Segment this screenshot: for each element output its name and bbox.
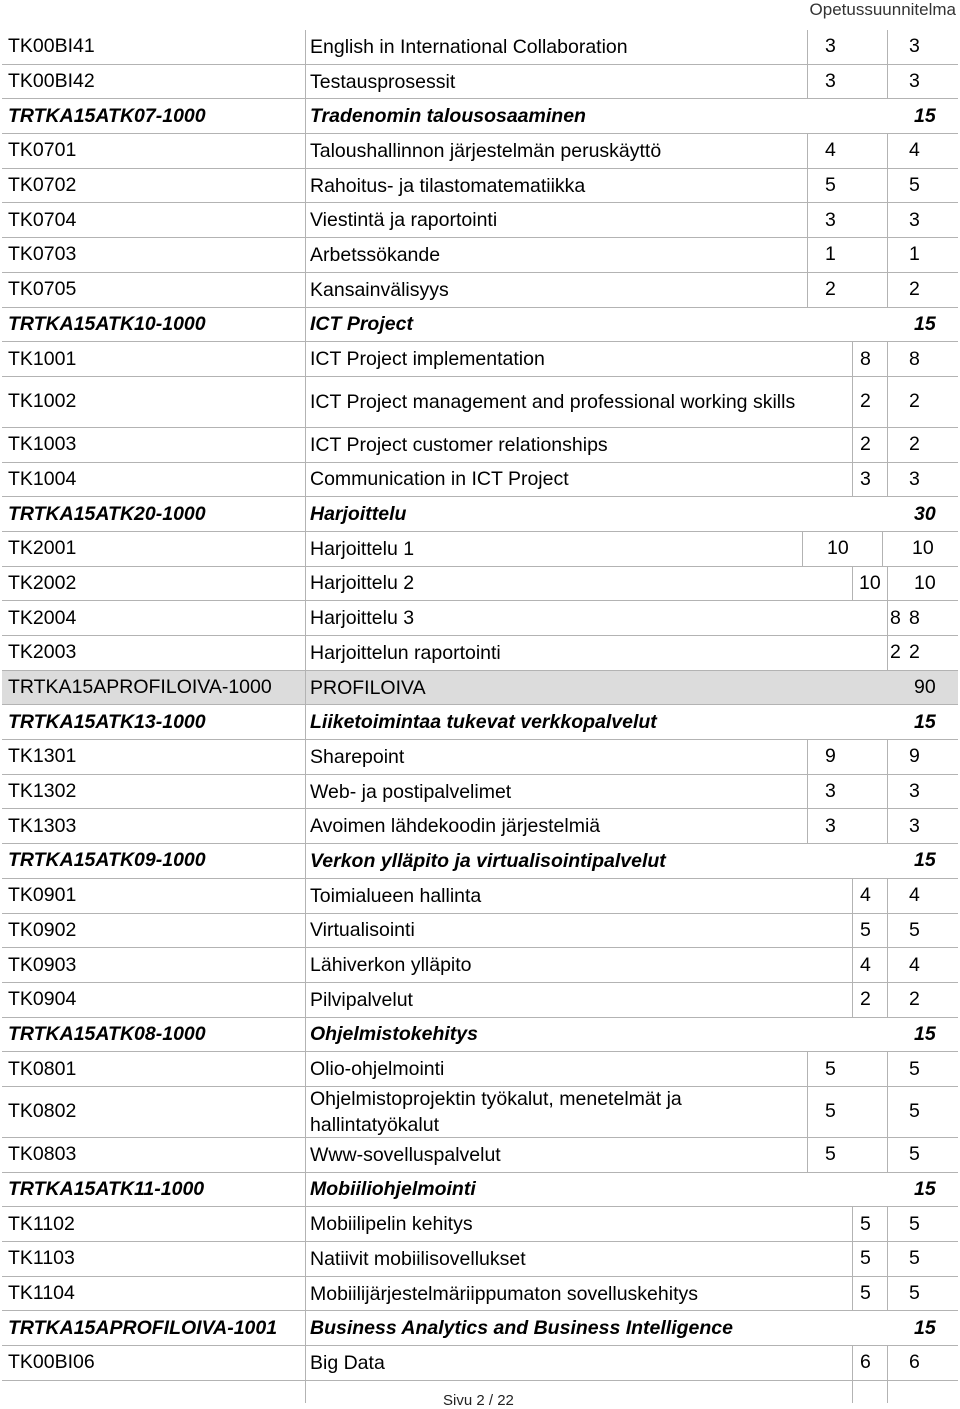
course-code: TK1102 <box>8 1212 75 1235</box>
course-code: TK00BI42 <box>8 70 95 93</box>
column-divider <box>305 601 306 635</box>
course-name: Tradenomin talousosaaminen <box>310 105 586 128</box>
credits-total: 4 <box>909 884 920 907</box>
column-divider <box>852 428 853 462</box>
credits-a: 8 <box>890 606 901 629</box>
credits-a: 9 <box>825 745 836 768</box>
course-name <box>310 1381 810 1403</box>
course-name: Big Data <box>310 1351 385 1374</box>
course-name: ICT Project management and professional working skills <box>310 390 796 413</box>
column-divider <box>305 705 306 739</box>
column-divider <box>887 1277 888 1311</box>
course-row <box>2 1052 958 1087</box>
column-divider <box>305 1138 306 1172</box>
course-code: TK0702 <box>8 174 77 197</box>
course-row <box>2 30 958 65</box>
column-divider <box>305 1087 306 1137</box>
column-divider <box>305 1207 306 1241</box>
course-name: Mobiiliohjelmointi <box>310 1178 476 1201</box>
column-divider <box>887 342 888 376</box>
course-code: TK1103 <box>8 1247 75 1270</box>
column-divider <box>852 983 853 1017</box>
course-name: Olio-ohjelmointi <box>310 1058 445 1081</box>
course-code: TRTKA15ATK08-1000 <box>8 1022 206 1045</box>
module-row <box>2 1311 958 1346</box>
page-number: Sivu 2 / 22 <box>443 1392 514 1409</box>
course-name: Harjoittelun raportointi <box>310 641 501 664</box>
credits-a: 4 <box>860 884 871 907</box>
credits-total: 15 <box>914 710 936 733</box>
course-row <box>2 65 958 100</box>
column-divider <box>887 203 888 237</box>
module-row <box>2 1173 958 1208</box>
course-code: TRTKA15ATK11-1000 <box>8 1177 205 1200</box>
credits-a: 10 <box>859 571 881 594</box>
credits-total: 15 <box>914 312 936 335</box>
column-divider <box>305 273 306 307</box>
course-code: TK1104 <box>8 1282 75 1305</box>
credits-a: 2 <box>860 433 871 456</box>
column-divider <box>305 775 306 809</box>
course-name: Avoimen lähdekoodin järjestelmiä <box>310 815 601 838</box>
credits-total: 15 <box>914 1022 936 1045</box>
course-row <box>2 1138 958 1173</box>
column-divider <box>305 1242 306 1276</box>
course-row <box>2 238 958 273</box>
column-divider <box>887 1087 888 1137</box>
column-divider <box>305 1277 306 1311</box>
course-code: TRTKA15ATK10-1000 <box>8 312 206 335</box>
credits-total: 3 <box>909 780 920 803</box>
column-divider <box>305 636 306 670</box>
course-row <box>2 1346 958 1381</box>
course-code: TK00BI41 <box>8 35 95 58</box>
credits-total: 10 <box>912 537 934 560</box>
course-code <box>8 1381 300 1403</box>
course-name: Ohjelmistokehitys <box>310 1023 478 1046</box>
course-name: Harjoittelu 1 <box>310 537 415 560</box>
course-row <box>2 983 958 1018</box>
column-divider <box>305 1173 306 1207</box>
column-divider <box>305 342 306 376</box>
column-divider <box>305 308 306 342</box>
column-divider <box>852 463 853 497</box>
credits-a: 5 <box>860 1247 871 1270</box>
course-row <box>2 463 958 498</box>
column-divider <box>887 238 888 272</box>
column-divider <box>887 983 888 1017</box>
credits-total: 3 <box>909 814 920 837</box>
column-divider <box>887 1242 888 1276</box>
course-name: Viestintä ja raportointi <box>310 209 498 232</box>
credits-total: 5 <box>909 1282 920 1305</box>
credits-a: 2 <box>890 641 901 664</box>
course-code: TK0703 <box>8 243 77 266</box>
column-divider <box>305 203 306 237</box>
course-row <box>2 601 958 636</box>
column-divider <box>887 1138 888 1172</box>
course-code: TK1302 <box>8 780 77 803</box>
course-name: Ohjelmistoprojektin työkalut, menetelmät ja hallintatyökalut <box>310 1087 682 1136</box>
course-row <box>2 636 958 671</box>
column-divider <box>887 636 888 670</box>
column-divider <box>305 99 306 133</box>
credits-total: 5 <box>909 918 920 941</box>
course-row <box>2 809 958 844</box>
column-divider <box>305 1381 306 1403</box>
course-code: TK0903 <box>8 953 77 976</box>
credits-total: 4 <box>909 139 920 162</box>
course-code: TRTKA15APROFILOIVA-1001 <box>8 1316 278 1339</box>
credits-total: 4 <box>909 953 920 976</box>
credits-total: 5 <box>909 1100 920 1123</box>
column-divider <box>852 567 853 601</box>
credits-a: 3 <box>825 780 836 803</box>
column-divider <box>887 134 888 168</box>
column-divider <box>305 809 306 843</box>
credits-total: 2 <box>909 641 920 664</box>
column-divider <box>305 238 306 272</box>
course-row <box>2 377 958 428</box>
course-row <box>2 948 958 983</box>
course-name: Business Analytics and Business Intelligence <box>310 1317 734 1340</box>
credits-total: 15 <box>914 104 936 127</box>
credits-total: 3 <box>909 208 920 231</box>
column-divider <box>887 169 888 203</box>
course-name: Sharepoint <box>310 745 405 768</box>
course-name: English in International Collaboration <box>310 35 628 58</box>
column-divider <box>852 948 853 982</box>
credits-total: 15 <box>914 1177 936 1200</box>
credits-total: 15 <box>914 1316 936 1339</box>
credits-a: 2 <box>860 988 871 1011</box>
credits-a: 4 <box>860 953 871 976</box>
credits-total: 2 <box>909 433 920 456</box>
column-divider <box>305 983 306 1017</box>
column-divider <box>305 567 306 601</box>
credits-a: 5 <box>860 1212 871 1235</box>
course-code: TRTKA15APROFILOIVA-1000 <box>8 676 272 699</box>
credits-a: 6 <box>860 1351 871 1374</box>
credits-total: 5 <box>909 1247 920 1270</box>
credits-total: 5 <box>909 1143 920 1166</box>
course-row <box>2 740 958 775</box>
course-name: Harjoittelu 2 <box>310 572 415 595</box>
course-code: TK0704 <box>8 208 77 231</box>
course-row <box>2 428 958 463</box>
course-code: TK0801 <box>8 1057 77 1080</box>
column-divider <box>852 879 853 913</box>
credits-a: 8 <box>860 347 871 370</box>
column-divider <box>852 1207 853 1241</box>
course-name: Taloushallinnon järjestelmän peruskäyttö <box>310 139 662 162</box>
column-divider <box>852 342 853 376</box>
course-code: TK2003 <box>8 641 77 664</box>
column-divider <box>305 65 306 99</box>
course-name: PROFILOIVA <box>310 676 426 699</box>
credits-total: 9 <box>909 745 920 768</box>
course-code: TK1003 <box>8 433 77 456</box>
course-name: Liiketoimintaa tukevat verkkopalvelut <box>310 711 657 734</box>
course-code: TK2002 <box>8 571 77 594</box>
course-name: Web- ja postipalvelimet <box>310 780 512 803</box>
column-divider <box>882 532 883 566</box>
course-name: ICT Project customer relationships <box>310 433 608 456</box>
course-row <box>2 1242 958 1277</box>
column-divider <box>887 428 888 462</box>
column-divider <box>887 1052 888 1086</box>
course-name: Verkon ylläpito ja virtualisointipalvelut <box>310 849 666 872</box>
module-row <box>2 671 958 706</box>
column-divider <box>305 671 306 705</box>
course-name: Pilvipalvelut <box>310 988 413 1011</box>
module-row <box>2 844 958 879</box>
column-divider <box>887 273 888 307</box>
column-divider <box>305 914 306 948</box>
course-name: Natiivit mobiilisovellukset <box>310 1247 526 1270</box>
credits-a: 2 <box>860 390 871 413</box>
column-divider <box>305 844 306 878</box>
column-divider <box>305 740 306 774</box>
course-row <box>2 775 958 810</box>
course-row <box>2 1087 958 1138</box>
credits-a: 3 <box>825 208 836 231</box>
column-divider <box>887 914 888 948</box>
course-name: Www-sovelluspalvelut <box>310 1143 501 1166</box>
course-name: ICT Project implementation <box>310 348 545 371</box>
credits-total: 8 <box>909 606 920 629</box>
column-divider <box>305 497 306 531</box>
course-name: Rahoitus- ja tilastomatematiikka <box>310 174 586 197</box>
course-code: TK0802 <box>8 1100 77 1123</box>
column-divider <box>305 30 306 64</box>
credits-a: 3 <box>825 814 836 837</box>
course-name: Mobiilipelin kehitys <box>310 1213 473 1236</box>
credits-total: 8 <box>909 347 920 370</box>
column-divider <box>887 377 888 427</box>
course-code: TK2004 <box>8 606 77 629</box>
column-divider <box>887 775 888 809</box>
course-row <box>2 134 958 169</box>
course-row <box>2 273 958 308</box>
course-name: Harjoittelu 3 <box>310 607 415 630</box>
column-divider <box>887 1381 888 1403</box>
module-row <box>2 308 958 343</box>
column-divider <box>887 740 888 774</box>
credits-total: 1 <box>909 243 920 266</box>
column-divider <box>305 463 306 497</box>
course-code: TK0901 <box>8 884 77 907</box>
column-divider <box>305 1052 306 1086</box>
credits-a: 3 <box>825 70 836 93</box>
column-divider <box>305 134 306 168</box>
course-code: TK1004 <box>8 467 77 490</box>
course-code: TK1001 <box>8 347 77 370</box>
credits-total: 3 <box>909 70 920 93</box>
course-name: Communication in ICT Project <box>310 468 569 491</box>
course-code: TK0701 <box>8 139 77 162</box>
column-divider <box>887 65 888 99</box>
column-divider <box>887 567 888 601</box>
column-divider <box>887 879 888 913</box>
column-divider <box>887 809 888 843</box>
course-code: TK0904 <box>8 988 77 1011</box>
course-code: TK1303 <box>8 814 77 837</box>
credits-a: 10 <box>827 537 849 560</box>
course-name: Arbetssökande <box>310 243 441 266</box>
module-row <box>2 705 958 740</box>
course-name: Toimialueen hallinta <box>310 884 482 907</box>
course-row <box>2 567 958 602</box>
column-divider <box>305 1018 306 1052</box>
column-divider <box>305 532 306 566</box>
credits-total: 5 <box>909 1212 920 1235</box>
course-code: TK1002 <box>8 390 77 413</box>
credits-a: 5 <box>825 1100 836 1123</box>
credits-total: 90 <box>914 676 936 699</box>
credits-a: 3 <box>860 467 871 490</box>
column-divider <box>887 463 888 497</box>
column-divider <box>852 1381 853 1403</box>
course-code: TK0705 <box>8 278 77 301</box>
column-divider <box>887 1346 888 1380</box>
course-row <box>2 169 958 204</box>
course-code: TK1301 <box>8 745 77 768</box>
course-name: Testausprosessit <box>310 70 456 93</box>
course-name: Virtualisointi <box>310 919 415 942</box>
column-divider <box>305 377 306 427</box>
credits-total: 3 <box>909 467 920 490</box>
module-row <box>2 1018 958 1053</box>
credits-a: 3 <box>825 35 836 58</box>
course-code: TRTKA15ATK13-1000 <box>8 710 206 733</box>
course-row <box>2 914 958 949</box>
course-code: TK2001 <box>8 537 77 560</box>
column-divider <box>887 948 888 982</box>
course-name: Mobiilijärjestelmäriippumaton sovelluskehitys <box>310 1282 698 1305</box>
course-row <box>2 532 958 567</box>
column-divider <box>305 169 306 203</box>
column-divider <box>887 601 888 635</box>
column-divider <box>305 428 306 462</box>
module-row <box>2 497 958 532</box>
column-divider <box>852 1277 853 1311</box>
curriculum-table <box>2 30 958 1403</box>
column-divider <box>852 1242 853 1276</box>
credits-a: 4 <box>825 139 836 162</box>
credits-total: 3 <box>909 35 920 58</box>
course-code: TK0902 <box>8 918 77 941</box>
column-divider <box>852 377 853 427</box>
credits-total: 15 <box>914 849 936 872</box>
credits-a: 5 <box>825 1143 836 1166</box>
column-divider <box>305 879 306 913</box>
course-name: Kansainvälisyys <box>310 278 449 301</box>
credits-total: 2 <box>909 278 920 301</box>
course-name: Lähiverkon ylläpito <box>310 954 472 977</box>
course-code: TRTKA15ATK07-1000 <box>8 104 206 127</box>
credits-a: 1 <box>825 243 836 266</box>
column-divider <box>887 30 888 64</box>
course-row <box>2 1207 958 1242</box>
credits-total: 10 <box>914 571 936 594</box>
course-row <box>2 342 958 377</box>
credits-total: 5 <box>909 1057 920 1080</box>
course-code: TRTKA15ATK20-1000 <box>8 502 206 525</box>
course-code: TK0803 <box>8 1143 77 1166</box>
credits-a: 2 <box>825 278 836 301</box>
column-divider <box>852 1346 853 1380</box>
credits-total: 30 <box>914 502 936 525</box>
course-name: Harjoittelu <box>310 503 407 526</box>
course-row <box>2 1277 958 1312</box>
credits-total: 2 <box>909 390 920 413</box>
column-divider <box>305 948 306 982</box>
document-header: Opetussuunnitelma <box>809 0 956 19</box>
credits-a: 5 <box>825 1057 836 1080</box>
course-row <box>2 203 958 238</box>
course-name: ICT Project <box>310 313 413 336</box>
course-row <box>2 879 958 914</box>
course-code: TK00BI06 <box>8 1351 95 1374</box>
column-divider <box>305 1346 306 1380</box>
credits-a: 5 <box>860 1282 871 1305</box>
credits-total: 2 <box>909 988 920 1011</box>
column-divider <box>887 1207 888 1241</box>
credits-total: 5 <box>909 174 920 197</box>
column-divider <box>852 914 853 948</box>
credits-a: 5 <box>825 174 836 197</box>
course-code: TRTKA15ATK09-1000 <box>8 849 206 872</box>
credits-total: 6 <box>909 1351 920 1374</box>
column-divider <box>305 1311 306 1345</box>
module-row <box>2 99 958 134</box>
credits-a: 5 <box>860 918 871 941</box>
